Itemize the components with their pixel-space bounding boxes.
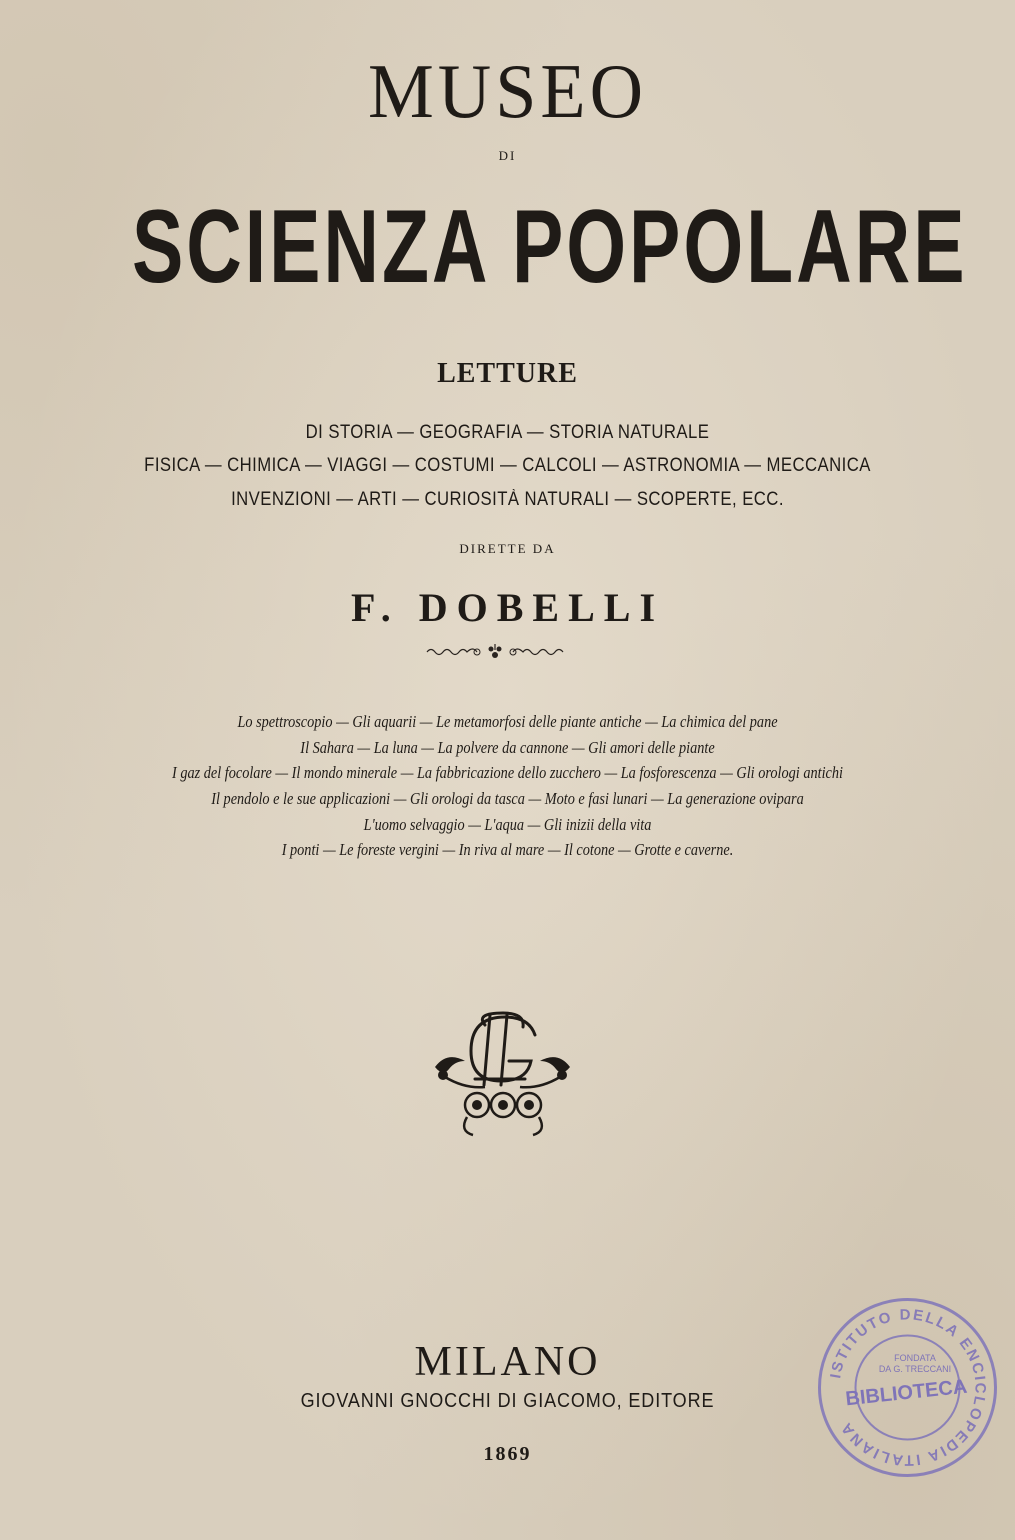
- title-connector: DI: [498, 148, 517, 163]
- title-main: SCIENZA POPOLARE: [131, 189, 968, 305]
- stamp-ring-text: ISTITUTO DELLA ENCICLOPEDIA ITALIANA: [827, 1306, 989, 1469]
- publication-year: 1869: [483, 1443, 532, 1465]
- publisher-monogram-icon: [415, 1005, 590, 1140]
- library-stamp: [815, 1295, 1000, 1480]
- title-top: MUSEO: [367, 48, 648, 136]
- editor-name: F. DOBELLI: [350, 585, 665, 630]
- publisher-name: GIOVANNI GNOCCHI DI GIACOMO, EDITORE: [300, 1390, 715, 1412]
- contents-line-2: Il Sahara — La luna — La polvere da cannone — Gli amori delle piante: [300, 738, 715, 757]
- subjects-line-1: DI STORIA — GEOGRAFIA — STORIA NATURALE: [305, 422, 710, 443]
- subjects-line-2: FISICA — CHIMICA — VIAGGI — COSTUMI — CALCOLI — ASTRONOMIA — MECCANICA: [144, 455, 871, 476]
- subjects-line-3: INVENZIONI — ARTI — CURIOSITÀ NATURALI — SCOPERTE, ECC.: [231, 489, 784, 510]
- contents-line-1: Lo spettroscopio — Gli aquarii — Le metamorfosi delle piante antiche — La chimica del pane: [237, 712, 778, 731]
- subtitle: LETTURE: [437, 358, 578, 389]
- contents-line-3: I gaz del focolare — Il mondo minerale — La fabbricazione dello zucchero — La fosforescenza — Gli orologi antichi: [171, 763, 843, 782]
- flourish-ornament-icon: [425, 640, 565, 664]
- stamp-small-line-1: FONDATA: [894, 1353, 936, 1363]
- contents-line-4: Il pendolo e le sue applicazioni — Gli orologi da tasca — Moto e fasi lunari — La generazione ovipara: [211, 789, 804, 808]
- contents-line-5: L'uomo selvaggio — L'aqua — Gli inizii della vita: [363, 815, 652, 834]
- publication-city: MILANO: [414, 1339, 601, 1385]
- stamp-center-label: BIBLIOTECA: [844, 1375, 969, 1411]
- stamp-small-line-2: DA G. TRECCANI: [878, 1364, 952, 1374]
- editor-prefix: DIRETTE DA: [459, 541, 556, 556]
- contents-line-6: I ponti — Le foreste vergini — In riva al mare — Il cotone — Grotte e caverne.: [281, 840, 734, 859]
